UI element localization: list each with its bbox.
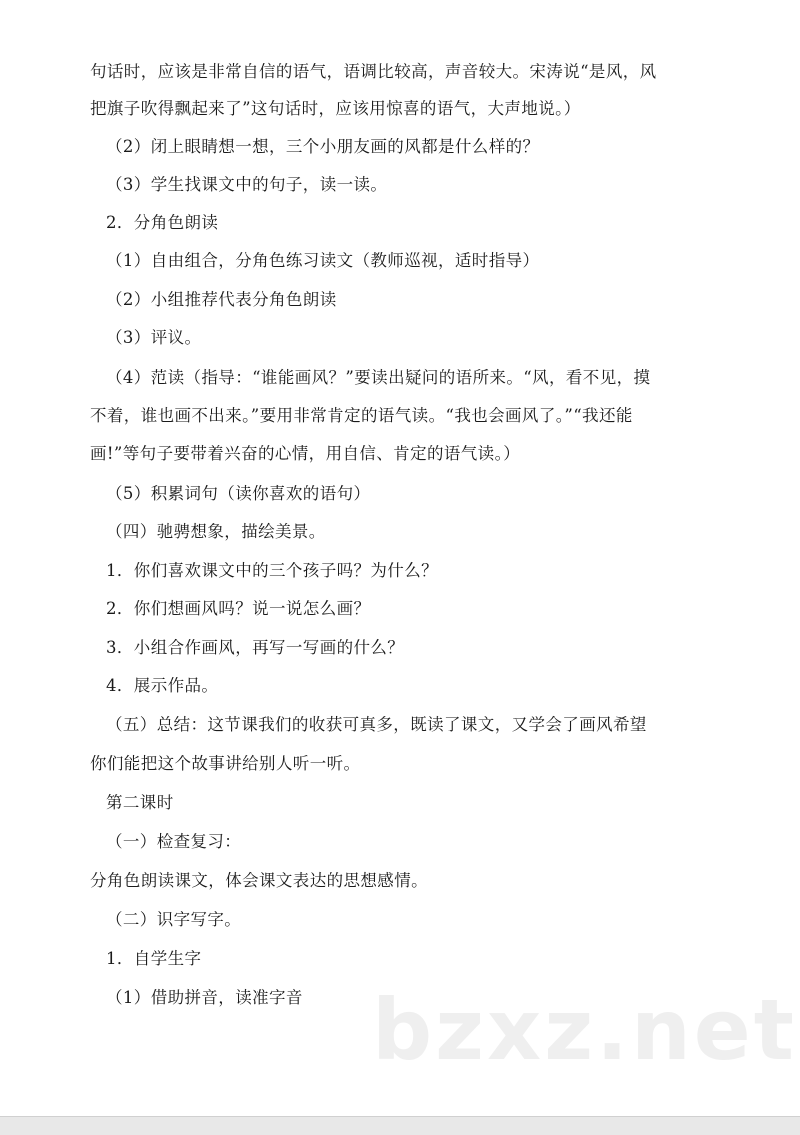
text-line: （3）学生找课文中的句子，读一读。: [106, 175, 388, 194]
text-line: （5）积累词句（读你喜欢的语句）: [106, 484, 371, 503]
text-line: （2）闭上眼睛想一想，三个小朋友画的风都是什么样的？: [106, 137, 540, 156]
section-heading: （二）识字写字。: [106, 910, 242, 929]
text-line: （3）评议。: [106, 328, 202, 347]
text-line: （2）小组推荐代表分角色朗读: [106, 290, 337, 309]
text-line: 你们能把这个故事讲给别人听一听。: [90, 754, 361, 773]
section-heading: （四）驰骋想象，描绘美景。: [106, 522, 326, 541]
lesson-heading: 第二课时: [106, 793, 174, 812]
text-line: 2．你们想画风吗？说一说怎么画？: [106, 599, 371, 618]
text-line: 句话时，应该是非常自信的语气，语调比较高，声音较大。宋涛说“是风，风: [90, 62, 657, 81]
watermark: bzxz.net: [372, 981, 797, 1079]
text-line: （1）自由组合，分角色练习读文（教师巡视，适时指导）: [106, 251, 540, 270]
text-line: 3．小组合作画风，再写一写画的什么？: [106, 638, 405, 657]
text-line: 1．自学生字: [106, 949, 202, 968]
section-heading: （五）总结：这节课我们的收获可真多，既读了课文，又学会了画风希望: [106, 715, 647, 734]
text-line: 不着，谁也画不出来。”要用非常肯定的语气读。“我也会画风了。”“我还能: [90, 406, 633, 425]
text-line: （1）借助拼音，读准字音: [106, 988, 303, 1007]
text-line: （4）范读（指导：“谁能画风？”要读出疑问的语所来。“风，看不见，摸: [106, 368, 651, 387]
text-line: 4．展示作品。: [106, 676, 219, 695]
text-line: 分角色朗读课文，体会课文表达的思想感情。: [90, 871, 428, 890]
page-bottom-edge: [0, 1116, 800, 1135]
text-line: 1．你们喜欢课文中的三个孩子吗？为什么？: [106, 561, 438, 580]
section-heading: （一）检查复习：: [106, 832, 242, 851]
text-line: 2．分角色朗读: [106, 213, 219, 232]
text-line: 把旗子吹得飘起来了”这句话时，应该用惊喜的语气，大声地说。）: [90, 99, 581, 118]
text-line: 画!”等句子要带着兴奋的心情，用自信、肯定的语气读。）: [90, 444, 521, 463]
